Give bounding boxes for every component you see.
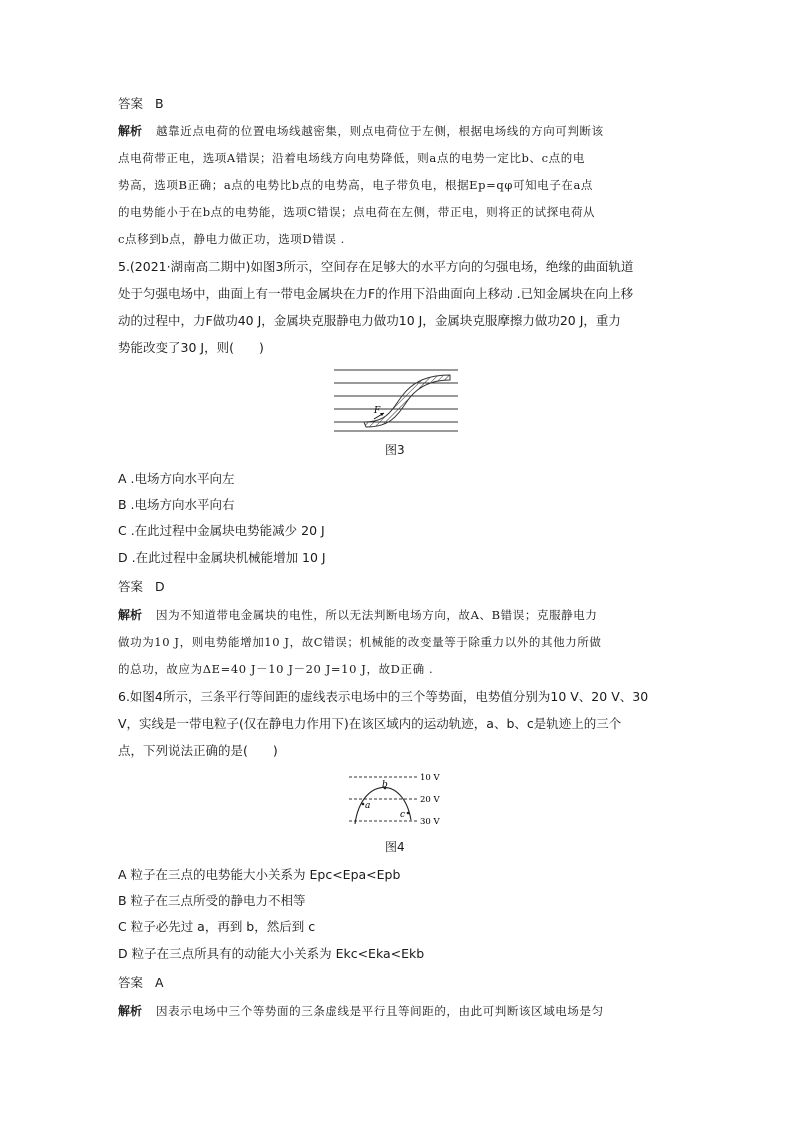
point-a-label: a <box>365 801 371 811</box>
potential-30v: 30 V <box>420 817 440 827</box>
q6-stem-line: V，实线是一带电粒子(仅在静电力作用下)在该区域内的运动轨迹，a、b、c是轨迹上的三个 <box>118 716 622 731</box>
figure-4 <box>345 768 455 832</box>
q4-answer <box>118 94 688 114</box>
q5-explanation-line: 的总功，故应为ΔE=40 J－10 J－20 J=10 J，故D正确 . <box>118 662 434 676</box>
q5-answer-value: D <box>155 579 165 594</box>
explanation-label: 解析 <box>118 124 143 138</box>
q5-explanation-line <box>118 605 688 625</box>
explanation-text: 因表示电场中三个等势面的三条虚线是平行且等间距的，由此可判断该区域电场是匀 <box>156 1004 604 1018</box>
q6-stem-line: 6.如图4所示，三条平行等间距的虚线表示电场中的三个等势面，电势值分别为10 V、20 V、30 <box>118 689 649 704</box>
explanation-label: 解析 <box>118 608 143 622</box>
potential-20v: 20 V <box>420 795 440 805</box>
figure-4-caption: 图4 <box>385 840 405 854</box>
point-c-dot <box>407 812 410 815</box>
answer-label: 答案 <box>118 975 144 990</box>
explanation-text: 越靠近点电荷的位置电场线越密集，则点电荷位于左侧，根据电场线的方向可判断该 <box>156 124 604 138</box>
q5-explanation-line: 做功为10 J，则电势能增加10 J，故C错误；机械能的改变量等于除重力以外的其他力所做 <box>118 635 602 649</box>
force-label: F <box>374 406 381 416</box>
q6-option-a: A 粒子在三点的电势能大小关系为 Epc<Epa<Epb <box>118 867 401 882</box>
point-c-label: c <box>400 810 406 820</box>
figure-3 <box>330 364 462 436</box>
q6-option-b: B 粒子在三点所受的静电力不相等 <box>118 893 306 908</box>
q5-option-d: D .在此过程中金属块机械能增加 10 J <box>118 550 326 565</box>
explanation-text: 因为不知道带电金属块的电性，所以无法判断电场方向，故A、B错误；克服静电力 <box>156 608 598 622</box>
q6-option-c: C 粒子必先过 a，再到 b，然后到 c <box>118 919 316 934</box>
q4-explanation-line: 的电势能小于在b点的电势能，选项C错误；点电荷在左侧，带正电，则将正的试探电荷从 <box>118 205 596 219</box>
q5-option-b: B .电场方向水平向右 <box>118 497 235 512</box>
answer-label: 答案 <box>118 96 144 111</box>
q5-answer <box>118 577 688 597</box>
q5-stem-line: 动的过程中，力F做功40 J，金属块克服静电力做功10 J，金属块克服摩擦力做功20 J，重力 <box>118 313 621 328</box>
q6-answer <box>118 973 688 993</box>
q6-answer-value: A <box>155 975 164 990</box>
point-a-dot <box>362 803 365 806</box>
q4-explanation-line <box>118 121 688 141</box>
q6-explanation-line <box>118 1001 688 1021</box>
explanation-label: 解析 <box>118 1004 143 1018</box>
q5-stem-line: 5.(2021·湖南高二期中)如图3所示，空间存在足够大的水平方向的匀强电场，绝缘的曲面轨道 <box>118 259 634 274</box>
answer-label: 答案 <box>118 579 144 594</box>
q4-explanation-line: 点电荷带正电，选项A错误；沿着电场线方向电势降低，则a点的电势一定比b、c点的电 <box>118 151 585 165</box>
q4-answer-value: B <box>155 96 164 111</box>
figure-3-caption: 图3 <box>385 443 405 457</box>
q4-explanation-line: c点移到b点，静电力做正功，选项D错误 . <box>118 232 345 246</box>
q5-option-a: A .电场方向水平向左 <box>118 471 235 486</box>
q4-explanation-line: 势高，选项B正确；a点的电势比b点的电势高，电子带负电，根据Ep=qφ可知电子在a点 <box>118 178 594 192</box>
q5-stem-line: 势能改变了30 J，则( ) <box>118 340 264 355</box>
q5-stem-line: 处于匀强电场中，曲面上有一带电金属块在力F的作用下沿曲面向上移动 .已知金属块在向上移 <box>118 286 634 301</box>
point-b-label: b <box>382 780 388 790</box>
q6-stem-line: 点，下列说法正确的是( ) <box>118 743 278 758</box>
q5-option-c: C .在此过程中金属块电势能减少 20 J <box>118 523 325 538</box>
potential-10v: 10 V <box>420 773 440 783</box>
q6-option-d: D 粒子在三点所具有的动能大小关系为 Ekc<Eka<Ekb <box>118 946 425 961</box>
